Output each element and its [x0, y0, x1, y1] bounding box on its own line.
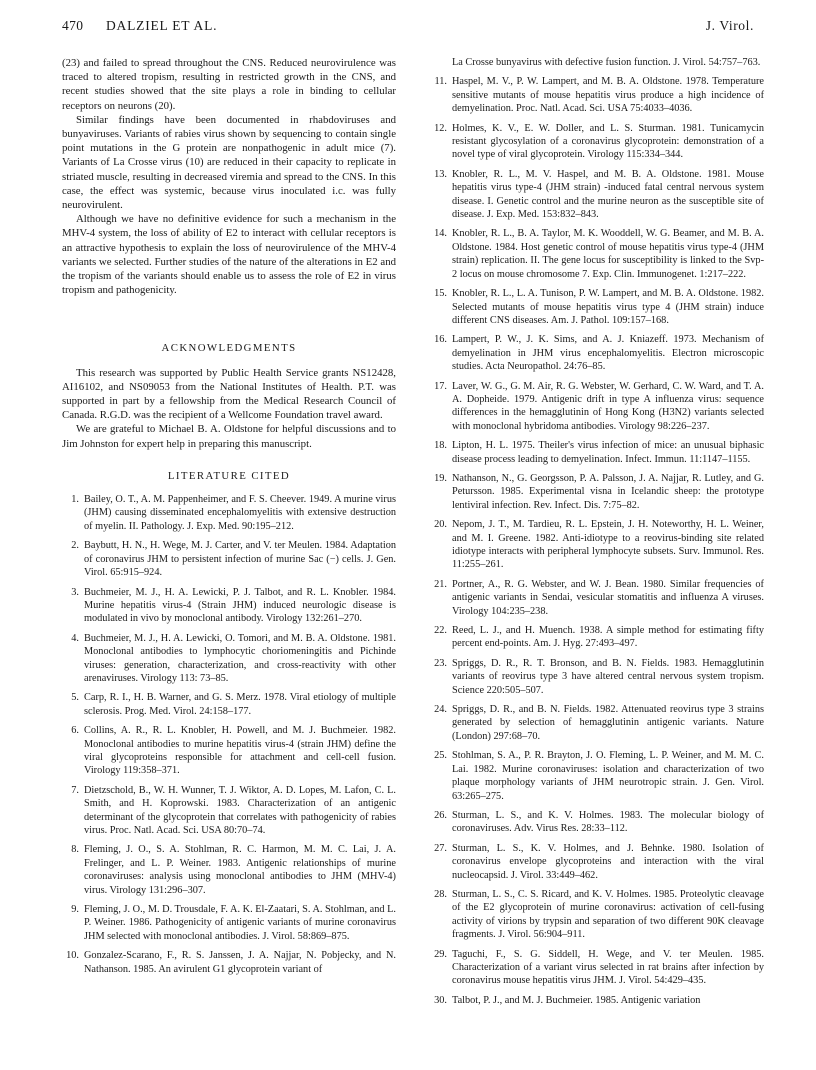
- reference-text: Sturman, L. S., C. S. Ricard, and K. V. Holmes. 1985. Proteolytic cleavage of the E2 glycoprotein of murine coronavirus: activation of cell-fusing activity of virions by trypsin and separation of two different 90K cleavage fragments. J. Virol. 56:904–911.: [452, 888, 764, 941]
- reference-list: [62, 493, 396, 976]
- acknowledgments-heading: ACKNOWLEDGMENTS: [161, 342, 297, 355]
- reference-text: Fleming, J. O., M. D. Trousdale, F. A. K. El-Zaatari, S. A. Stohlman, and L. P. Weiner. 1986. Pathogenicity of antigenic variants of murine coronavirus JHM selected with monoclonal antibodies. J. Virol. 58:869–875.: [84, 904, 396, 942]
- reference-text: Gonzalez-Scarano, F., R. S. Janssen, J. A. Najjar, N. Pobjecky, and N. Nathanson. 1985. An avirulent G1 glycoprotein variant of: [84, 950, 396, 975]
- reference-entry: [430, 439, 764, 466]
- reference-text: Portner, A., R. G. Webster, and W. J. Bean. 1980. Similar frequencies of antigenic variants in Sendai, vesicular stomatitis and influenza A viruses. Virology 104:235–238.: [452, 578, 764, 617]
- running-header: [62, 18, 754, 36]
- page-number: 470: [62, 18, 84, 33]
- reference-text: Dietzschold, B., W. H. Wunner, T. J. Wiktor, A. D. Lopes, M. Lafon, C. L. Smith, and H. Koprowski. 1983. Characterization of an antigenic determinant of the glycoprotein that correlates with pathogenicity of rabies virus. Proc. Natl. Acad. Sci. USA 80:70–74.: [84, 784, 396, 837]
- reference-number: 30.: [434, 994, 447, 1006]
- reference-entry: [430, 333, 764, 373]
- reference-text: Carp, R. I., H. B. Warner, and G. S. Merz. 1978. Viral etiology of multiple sclerosis. Prog. Med. Virol. 24:158–177.: [84, 692, 396, 717]
- reference-entry: [430, 888, 764, 942]
- reference-text: Laver, W. G., G. M. Air, R. G. Webster, W. Gerhard, C. W. Ward, and T. A. A. Dopheide. 1979. Antigenic drift in type A influenza virus: sequence differences in the hemagglutinin of Hong Kong (H3N2) variants selected with monoclonal hybridoma antibodies. Virology 98:226–237.: [452, 380, 764, 432]
- reference-entry: [430, 227, 764, 281]
- reference-text: Knobler, R. L., B. A. Taylor, M. K. Wooddell, W. G. Beamer, and M. B. A. Oldstone. 1984. Host genetic control of mouse hepatitis virus type-4 (JHM strain) replication. II. The gene locus for susceptibility is linked to the Svp-2 locus on mouse chromosome 7. Exp. Clin. Immunogenet. 1:217–222.: [452, 228, 764, 280]
- reference-text: Talbot, P. J., and M. J. Buchmeier. 1985. Antigenic variation: [452, 994, 701, 1006]
- reference-number: 4.: [71, 632, 79, 644]
- reference-text: La Crosse bunyavirus with defective fusion function. J. Virol. 54:757–763.: [452, 57, 761, 68]
- reference-entry: [430, 380, 764, 434]
- reference-text: Sturman, L. S., K. V. Holmes, and J. Behnke. 1980. Isolation of coronavirus envelope glycoproteins and interaction with the viral nucleocapsid. J. Virol. 33:449–462.: [452, 842, 764, 881]
- reference-number: 6.: [71, 725, 79, 737]
- reference-number: 29.: [434, 948, 447, 960]
- reference-entry: [62, 493, 396, 533]
- reference-entry: [62, 843, 396, 897]
- reference-entry: [430, 472, 764, 512]
- reference-entry: [62, 632, 396, 686]
- right-column: [430, 56, 764, 1013]
- reference-text: Knobler, R. L., M. V. Haspel, and M. B. A. Oldstone. 1981. Mouse hepatitis virus type-4 (JHM strain) -induced fatal central nervous system disease. I. Genetic control and the murine neuron as the susceptible site of disease. J. Exp. Med. 153:832–843.: [452, 168, 764, 221]
- reference-number: 16.: [434, 334, 447, 346]
- reference-text: Lampert, P. W., J. K. Sims, and A. J. Kniazeff. 1973. Mechanism of demyelination in JHM virus encephalomyelitis. Electron microscopic studies. Acta Neuropathol. 24:76–85.: [452, 334, 764, 373]
- reference-entry: [430, 948, 764, 988]
- reference-number: 15.: [434, 288, 447, 300]
- reference-number: 10.: [66, 950, 79, 962]
- reference-number: 11.: [434, 76, 447, 88]
- reference-text: Nepom, J. T., M. Tardieu, R. L. Epstein, J. H. Noteworthy, H. L. Weiner, and M. I. Greene. 1982. Anti-idiotype to a reovirus-binding site related idiotype interacts with peripheral lymphocyte subsets. Surv. Immunol. Res. 11:255–261.: [452, 519, 764, 571]
- reference-number: 1.: [71, 494, 79, 506]
- reference-entry: [430, 624, 764, 651]
- reference-text: Sturman, L. S., and K. V. Holmes. 1983. The molecular biology of coronaviruses. Adv. Virus Res. 28:33–112.: [452, 809, 764, 835]
- reference-list: [430, 56, 764, 69]
- reference-text: Lipton, H. L. 1975. Theiler's virus infection of mice: an unusual biphasic disease process leading to demyelination. Infect. Immun. 11:1147–1155.: [452, 440, 764, 465]
- reference-text: Spriggs, D. R., and B. N. Fields. 1982. Attenuated reovirus type 3 strains generated by selection of hemagglutinin antigenic variants. Nature (London) 297:68–70.: [452, 704, 764, 742]
- reference-number: 27.: [434, 842, 447, 854]
- reference-text: Baybutt, H. N., H. Wege, M. J. Carter, and V. ter Meulen. 1984. Adaptation of coronavirus JHM to persistent infection of murine Sac (−) cells. J. Gen. Virol. 65:915–924.: [84, 540, 396, 579]
- running-authors: DALZIEL ET AL.: [106, 18, 218, 33]
- reference-entry: [430, 809, 764, 836]
- reference-entry: [430, 703, 764, 743]
- reference-text: Buchmeier, M. J., H. A. Lewicki, P. J. Talbot, and R. L. Knobler. 1984. Murine hepatitis virus-4 (Strain JHM) induced neurologic disease is modulated in vivo by monoclonal antibody. Virology 132:261–270.: [84, 586, 396, 625]
- acknowledgment-paragraph: This research was supported by Public Health Service grants NS12428, AI16102, and NS09053 from the National Institutes of Health. P.T. was supported in part by a fellowship from the Medical Research Council of Canada. R.G.D. was the recipient of a Wellcome Foundation travel award.: [62, 366, 396, 422]
- reference-entry: [430, 168, 764, 222]
- reference-number: 23.: [434, 657, 447, 669]
- reference-entry: [62, 691, 396, 718]
- reference-text: Collins, A. R., R. L. Knobler, H. Powell, and M. J. Buchmeier. 1982. Monoclonal antibodies to murine hepatitis virus-4 (strain JHM) define the viral glycoproteins responsible for attachment and cell-cell fusion. Virology 119:358–371.: [84, 725, 396, 777]
- literature-cited-heading: LITERATURE CITED: [167, 469, 291, 482]
- reference-list: [430, 75, 764, 1007]
- reference-entry: [62, 724, 396, 778]
- reference-number: 24.: [434, 704, 447, 716]
- reference-entry: [62, 949, 396, 976]
- reference-number: 13.: [434, 168, 447, 180]
- reference-text: Spriggs, D. R., R. T. Bronson, and B. N. Fields. 1983. Hemagglutinin variants of reovirus type 3 have altered central nervous system tropism. Science 220:505–507.: [452, 657, 764, 696]
- reference-entry: [62, 903, 396, 943]
- reference-number: 19.: [434, 472, 447, 484]
- body-paragraph: Similar findings have been documented in rhabdoviruses and bunyaviruses. Variants of rabies virus shown by sequencing to contain single point mutations in the G protein are nonpathogenic in adult mice (7). Variants of La Crosse virus (10) are reduced in their capacity to replicate in striated muscle, resulting in decreased viremia and spread to the CNS. In this case, the effect was systemic, because virus inoculated i.c. was fully neurovirulent.: [62, 113, 396, 212]
- reference-number: 17.: [434, 380, 447, 392]
- reference-entry: [62, 539, 396, 579]
- reference-text: Stohlman, S. A., P. R. Brayton, J. O. Fleming, L. P. Weiner, and M. M. C. Lai. 1982. Murine coronaviruses: isolation and characterization of two plaque morphology variants of JHM neurotropic strain. J. Gen. Virol. 63:265–275.: [452, 750, 764, 802]
- reference-number: 25.: [434, 750, 447, 762]
- reference-number: 26.: [434, 809, 447, 821]
- reference-number: 8.: [71, 844, 79, 856]
- journal-abbrev: J. Virol.: [705, 18, 754, 33]
- reference-number: 20.: [434, 519, 447, 531]
- reference-number: 21.: [434, 578, 447, 590]
- reference-text: Holmes, K. V., E. W. Doller, and L. S. Sturman. 1981. Tunicamycin resistant glycosylation of a coronavirus glycoprotein: demonstration of a novel type of viral glycoprotein. Virology 115:334–344.: [452, 122, 764, 161]
- reference-entry: [62, 784, 396, 838]
- reference-entry: [430, 842, 764, 882]
- reference-number: 5.: [71, 692, 79, 704]
- body-paragraph: (23) and failed to spread throughout the CNS. Reduced neurovirulence was traced to altered tropism, resulting in restricted growth in the CNS, and recent studies showed that the site plays a role in binding to cellular receptors on neurons (20).: [62, 57, 396, 112]
- reference-entry: [430, 657, 764, 697]
- reference-entry: [62, 586, 396, 626]
- reference-text: Taguchi, F., S. G. Siddell, H. Wege, and V. ter Meulen. 1985. Characterization of a variant virus selected in rat brains after infection by coronavirus mouse hepatitis virus JHM. J. Virol. 54:429–435.: [452, 948, 764, 987]
- reference-entry: [430, 994, 764, 1007]
- reference-text: Fleming, J. O., S. A. Stohlman, R. C. Harmon, M. M. C. Lai, J. A. Frelinger, and L. P. Weiner. 1983. Antigenic relationships of murine coronaviruses: analysis using monoclonal antibodies to JHM (MHV-4) virus. Virology 131:296–307.: [84, 844, 396, 896]
- reference-number: 2.: [71, 540, 79, 552]
- reference-number: 22.: [434, 625, 447, 637]
- reference-entry: [430, 749, 764, 803]
- left-column: [62, 56, 396, 982]
- reference-text: Bailey, O. T., A. M. Pappenheimer, and F. S. Cheever. 1949. A murine virus (JHM) causing disseminated encephalomyelitis with extensive destruction of myelin. II. Pathology. J. Exp. Med. 90:195–212.: [84, 494, 396, 532]
- reference-number: 28.: [434, 888, 447, 900]
- body-paragraph: Although we have no definitive evidence for such a mechanism in the MHV-4 system, the loss of ability of E2 to interact with cellular receptors is an attractive hypothesis to explain the loss of neurovirulence of the MHV-4 variants we selected. Further studies of the nature of the alterations in E2 and the tropism of the variants should enable us to assess the role of E2 in virus tropism and pathogenicity.: [62, 213, 396, 297]
- reference-entry: [430, 578, 764, 618]
- reference-number: 14.: [434, 228, 447, 240]
- reference-number: 7.: [71, 784, 79, 796]
- reference-entry: [430, 287, 764, 327]
- reference-text: Buchmeier, M. J., H. A. Lewicki, O. Tomori, and M. B. A. Oldstone. 1981. Monoclonal antibodies to lymphocytic choriomeningitis and Pichinde viruses: generation, characterization, and cross-reactivity with other arenaviruses. Virology 113: 73–85.: [84, 632, 396, 684]
- reference-entry: [430, 518, 764, 572]
- reference-number: 9.: [71, 904, 79, 916]
- reference-entry: [430, 122, 764, 162]
- reference-text: Knobler, R. L., L. A. Tunison, P. W. Lampert, and M. B. A. Oldstone. 1982. Selected mutants of mouse hepatitis virus type 4 (JHM strain) induce different CNS diseases. Am. J. Pathol. 109:157–168.: [452, 288, 764, 326]
- reference-text: Haspel, M. V., P. W. Lampert, and M. B. A. Oldstone. 1978. Temperature sensitive mutants of mouse hepatitis virus produce a high incidence of demyelination. Proc. Natl. Acad. Sci. USA 75:4033–4036.: [452, 76, 764, 115]
- reference-continuation: [430, 56, 764, 69]
- reference-number: 12.: [434, 122, 447, 134]
- reference-entry: [430, 75, 764, 115]
- acknowledgment-paragraph: We are grateful to Michael B. A. Oldstone for helpful discussions and to Jim Johnston for expert help in preparing this manuscript.: [62, 423, 396, 450]
- reference-number: 3.: [71, 586, 79, 598]
- reference-text: Nathanson, N., G. Georgsson, P. A. Palsson, J. A. Najjar, R. Lutley, and G. Petursson. 1985. Experimental visna in Icelandic sheep: the prototype lentiviral infection. Rev. Infect. Dis. 7:75–82.: [452, 472, 764, 511]
- reference-text: Reed, L. J., and H. Muench. 1938. A simple method for estimating fifty percent end-points. Am. J. Hyg. 27:493–497.: [452, 625, 764, 650]
- reference-number: 18.: [434, 440, 447, 452]
